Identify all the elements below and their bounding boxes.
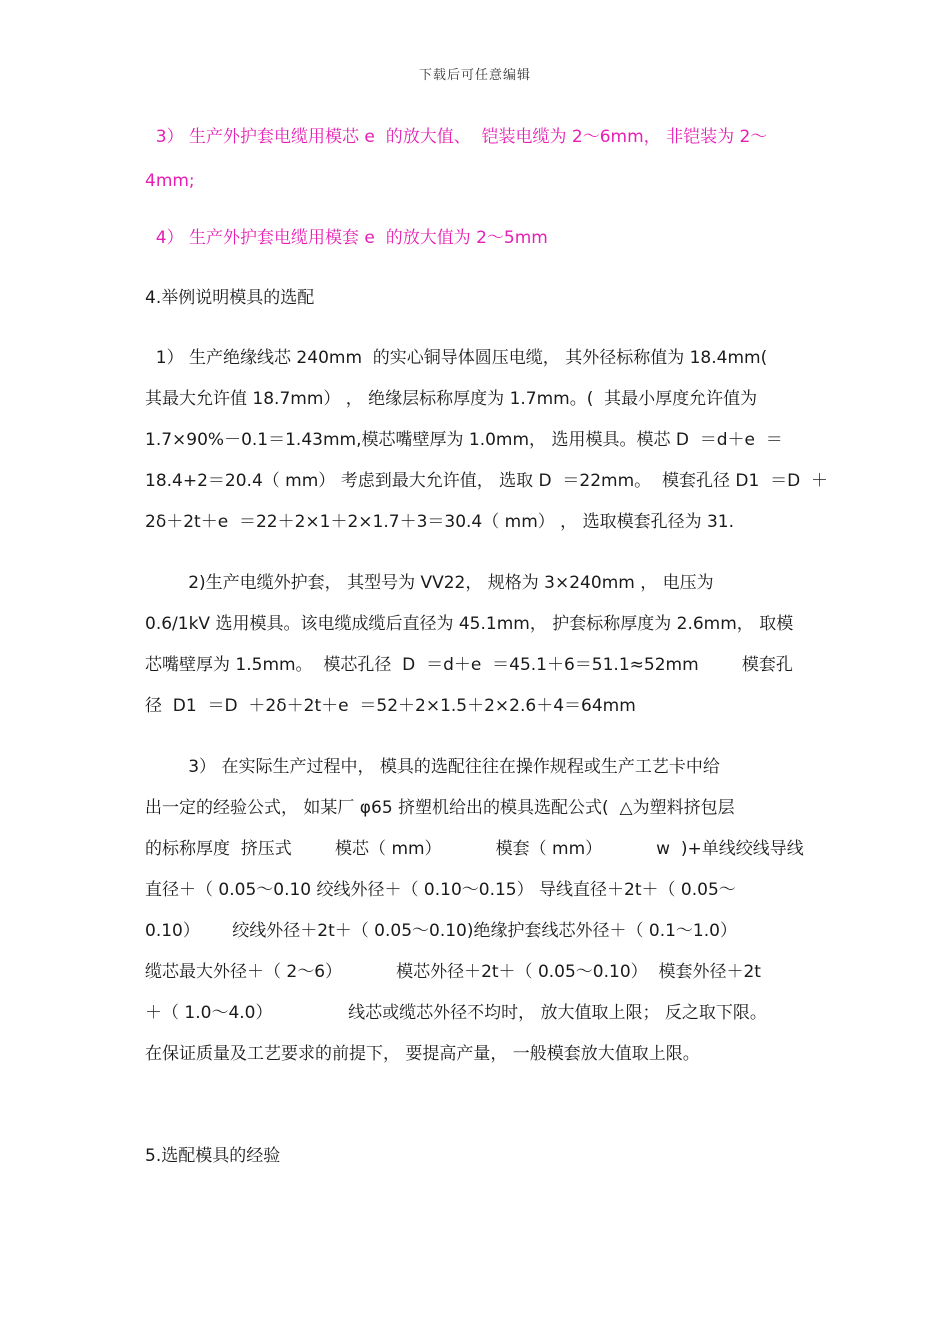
section-heading: 5.选配模具的经验	[145, 1146, 281, 1166]
section-heading: 4.举例说明模具的选配	[145, 288, 315, 308]
paragraph-line: 4mm;	[145, 171, 195, 191]
paragraph-line: 0.6/1kV 选用模具。该电缆成缆后直径为 45.1mm， 护套标称厚度为 2.6mm， 取模	[145, 614, 794, 634]
paragraph-line: 其最大允许值 18.7mm） ， 绝缘层标称厚度为 1.7mm。( 其最小厚度允许值为	[145, 389, 758, 409]
paragraph-line: 缆芯最大外径＋（ 2～6） 模芯外径＋2t＋（ 0.05～0.10） 模套外径＋2t	[145, 962, 761, 982]
paragraph-line: 出一定的经验公式， 如某厂 φ65 挤塑机给出的模具选配公式( △为塑料挤包层	[145, 798, 735, 818]
paragraph-line: 直径＋（ 0.05～0.10 绞线外径＋（ 0.10～0.15） 导线直径＋2t＋（ 0.05～	[145, 880, 736, 900]
paragraph-line: 3） 在实际生产过程中， 模具的选配往往在操作规程或生产工艺卡中给	[145, 757, 720, 777]
paragraph-line: ＋（ 1.0～4.0） 线芯或缆芯外径不均时， 放大值取上限； 反之取下限。	[145, 1003, 767, 1023]
paragraph-line: 在保证质量及工艺要求的前提下， 要提高产量， 一般模套放大值取上限。	[145, 1044, 700, 1064]
paragraph-line: 的标称厚度 挤压式 模芯（ mm） 模套（ mm） w )+单线绞线导线	[145, 839, 804, 859]
paragraph-line: 1.7×90%－0.1＝1.43mm,模芯嘴壁厚为 1.0mm， 选用模具。模芯 D ＝d＋e ＝	[145, 430, 783, 450]
paragraph-line: 3） 生产外护套电缆用模芯 e 的放大值、 铠装电缆为 2～6mm， 非铠装为 2～	[145, 127, 768, 147]
paragraph-line: 芯嘴壁厚为 1.5mm。 模芯孔径 D ＝d＋e ＝45.1＋6＝51.1≈52mm 模套孔	[145, 655, 793, 675]
paragraph-line: 2δ＋2t＋e ＝22＋2×1＋2×1.7＋3＝30.4（ mm） ， 选取模套孔径为 31.	[145, 512, 735, 532]
paragraph-line: 18.4+2＝20.4（ mm） 考虑到最大允许值， 选取 D ＝22mm。 模套孔径 D1 ＝D ＋	[145, 471, 828, 491]
paragraph-line: 4） 生产外护套电缆用模套 e 的放大值为 2～5mm	[145, 228, 548, 248]
paragraph-line: 0.10） 绞线外径＋2t＋（ 0.05～0.10)绝缘护套线芯外径＋（ 0.1～1.0）	[145, 921, 737, 941]
paragraph-line: 径 D1 ＝D ＋2δ＋2t＋e ＝52＋2×1.5＋2×2.6＋4＝64mm	[145, 696, 636, 716]
page-header: 下载后可任意编辑	[418, 68, 531, 83]
paragraph-line: 1） 生产绝缘线芯 240mm 的实心铜导体圆压电缆， 其外径标称值为 18.4mm(	[145, 348, 768, 368]
paragraph-line: 2)生产电缆外护套， 其型号为 VV22， 规格为 3×240mm ， 电压为	[145, 573, 714, 593]
